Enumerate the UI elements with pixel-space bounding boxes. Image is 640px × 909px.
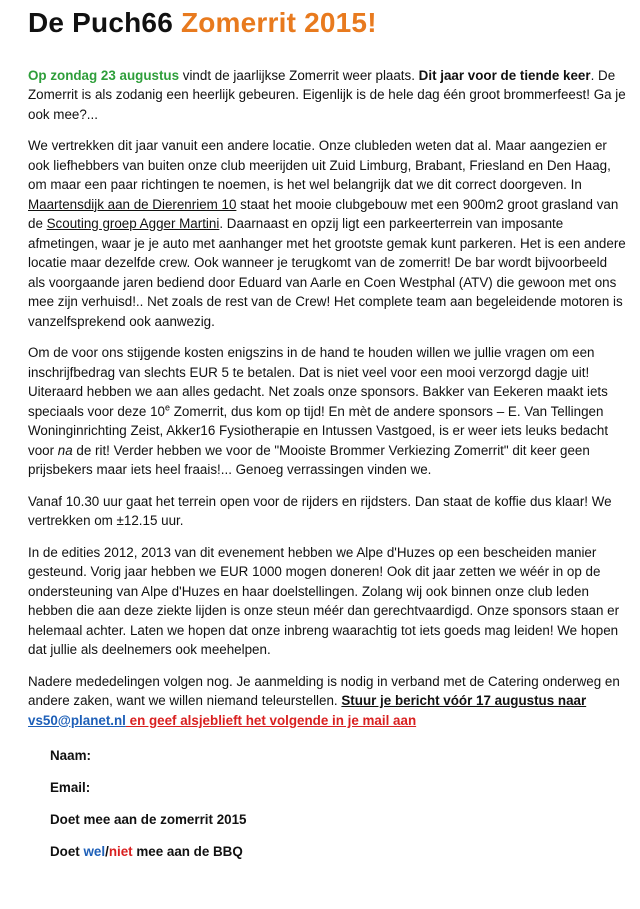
title-prefix: De Puch66 bbox=[28, 7, 181, 38]
bbq-niet: niet bbox=[108, 844, 133, 860]
email-link[interactable]: vs50@planet.nl bbox=[28, 712, 126, 728]
bbq-suffix: mee aan de BBQ bbox=[132, 844, 243, 860]
instruction-text: en geef alsjeblieft het volgende in je mail aan bbox=[125, 712, 417, 728]
intro-text-2: . De Zomerrit is als zodanig een heerlijk gebeuren. Eigenlijk is de hele dag één groot brommerfeest! Ga je ook mee?... bbox=[28, 67, 626, 122]
scouting-text: Scouting groep Agger Martini bbox=[46, 216, 220, 232]
tenth-edition-text: Dit jaar voor de tiende keer bbox=[418, 67, 591, 83]
form-email-label: Email: bbox=[50, 780, 91, 796]
location-text-3: . Daarnaast en opzij ligt een parkeerterrein van imposante afmetingen, waar je je auto met aanhanger met het grootste gemak kunt parkeren. Het is een andere locatie maar dezelfde crew. Ook wanneer je terugkomt van de zomerrit! De bar wordt bijvoorbeeld als voorgaande jaren bediend door Eduard van Aarle en Coen Westphal (ATV) die gewoon met ons mee zijn verhuisd!.. Net zoals de rest van de Crew! Het complete team aan begeleidende motoren is vanzelfsprekend ook aanwezig. bbox=[28, 216, 626, 329]
costs-text-2: Zomerrit, dus kom op tijd! En mèt de andere sponsors – E. Van Tellingen Woninginrichting Zeist, Akker16 Fysiotherapie en Intussen Vastgoed, is er weer iets leuks bedacht voor bbox=[28, 403, 609, 458]
form-bbq-label bbox=[50, 844, 626, 876]
costs-text-1: Om de voor ons stijgende kosten enigszins in de hand te houden willen we jullie vragen om een inschrijfbedrag van slechts EUR 5 te betalen. Dat is niet veel voor een mooi verzorgd dagje uit! Uiteraard hebben we aan alles gedacht. Net zoals onze sponsors. Bakker van Eekeren maakt iets speciaals voor deze 10 bbox=[28, 345, 608, 419]
after-italic: na bbox=[57, 442, 73, 458]
intro-text-1: vindt de jaarlijkse Zomerrit weer plaats. bbox=[179, 67, 419, 83]
page-title bbox=[28, 6, 626, 40]
title-accent: Zomerrit 2015! bbox=[180, 7, 377, 38]
form-participate-label: Doet mee aan de zomerrit 2015 bbox=[50, 812, 247, 828]
bbq-wel: wel bbox=[83, 844, 106, 860]
intro-paragraph bbox=[28, 66, 626, 125]
bbq-prefix: Doet bbox=[50, 844, 84, 860]
charity-paragraph: In de edities 2012, 2013 van dit evenement hebben we Alpe d'Huzes op een bescheiden manier gesteund. Vorig jaar hebben we EUR 1000 mogen doneren! Ook dit jaar zetten we wéér in op de ondersteuning van Alpe d'Huzes en haar doelstellingen. Zolang wij ook binnen onze club leden hebben die aan deze ziekte lijden is onze steun méér dan gerechtvaardigd. Onze sponsors staan er helemaal achter. Laten we hopen dat onze inbreng waarachtig tot iets goeds mag leiden! We hopen dat jullie als deelnemers ook meehelpen. bbox=[28, 544, 620, 658]
bbq-slash: / bbox=[105, 844, 109, 860]
ordinal-sup: e bbox=[164, 402, 170, 413]
signup-paragraph bbox=[28, 672, 626, 731]
location-text-2: staat het mooie clubgebouw met een 900m2 groot grasland van de bbox=[28, 196, 619, 232]
costs-text-3: de rit! Verder hebben we voor de "Mooiste Brommer Verkiezing Zomerrit" dit keer geen prijsbekers maar iets heel fraais!... Genoeg verrassingen vinden we. bbox=[28, 442, 590, 478]
costs-paragraph bbox=[28, 343, 626, 480]
location-text-1: We vertrekken dit jaar vanuit een andere locatie. Onze clubleden weten dat al. Maar aangezien er ook liefhebbers van buiten onze club meerijden uit Zuid Limburg, Brabant, Friesland en Den Haag, om maar een paar richtingen te noemen, is het wel belangrijk dat we dit correct doorgeven. In bbox=[28, 138, 611, 193]
time-paragraph: Vanaf 10.30 uur gaat het terrein open voor de rijders en rijdsters. Dan staat de koffie dus klaar! We vertrekken om ±12.15 uur. bbox=[28, 493, 612, 529]
form-name-label: Naam: bbox=[50, 748, 91, 764]
event-date: Op zondag 23 augustus bbox=[28, 67, 180, 83]
location-paragraph bbox=[28, 136, 626, 331]
deadline-text: Stuur je bericht vóór 17 augustus naar bbox=[341, 693, 587, 709]
signup-text: Nadere mededelingen volgen nog. Je aanmelding is nodig in verband met de Catering onderweg en andere zaken, want we willen niemand teleurstellen. bbox=[28, 673, 620, 709]
form-fields bbox=[50, 748, 626, 876]
address-text: Maartensdijk aan de Dierenriem 10 bbox=[28, 196, 237, 212]
